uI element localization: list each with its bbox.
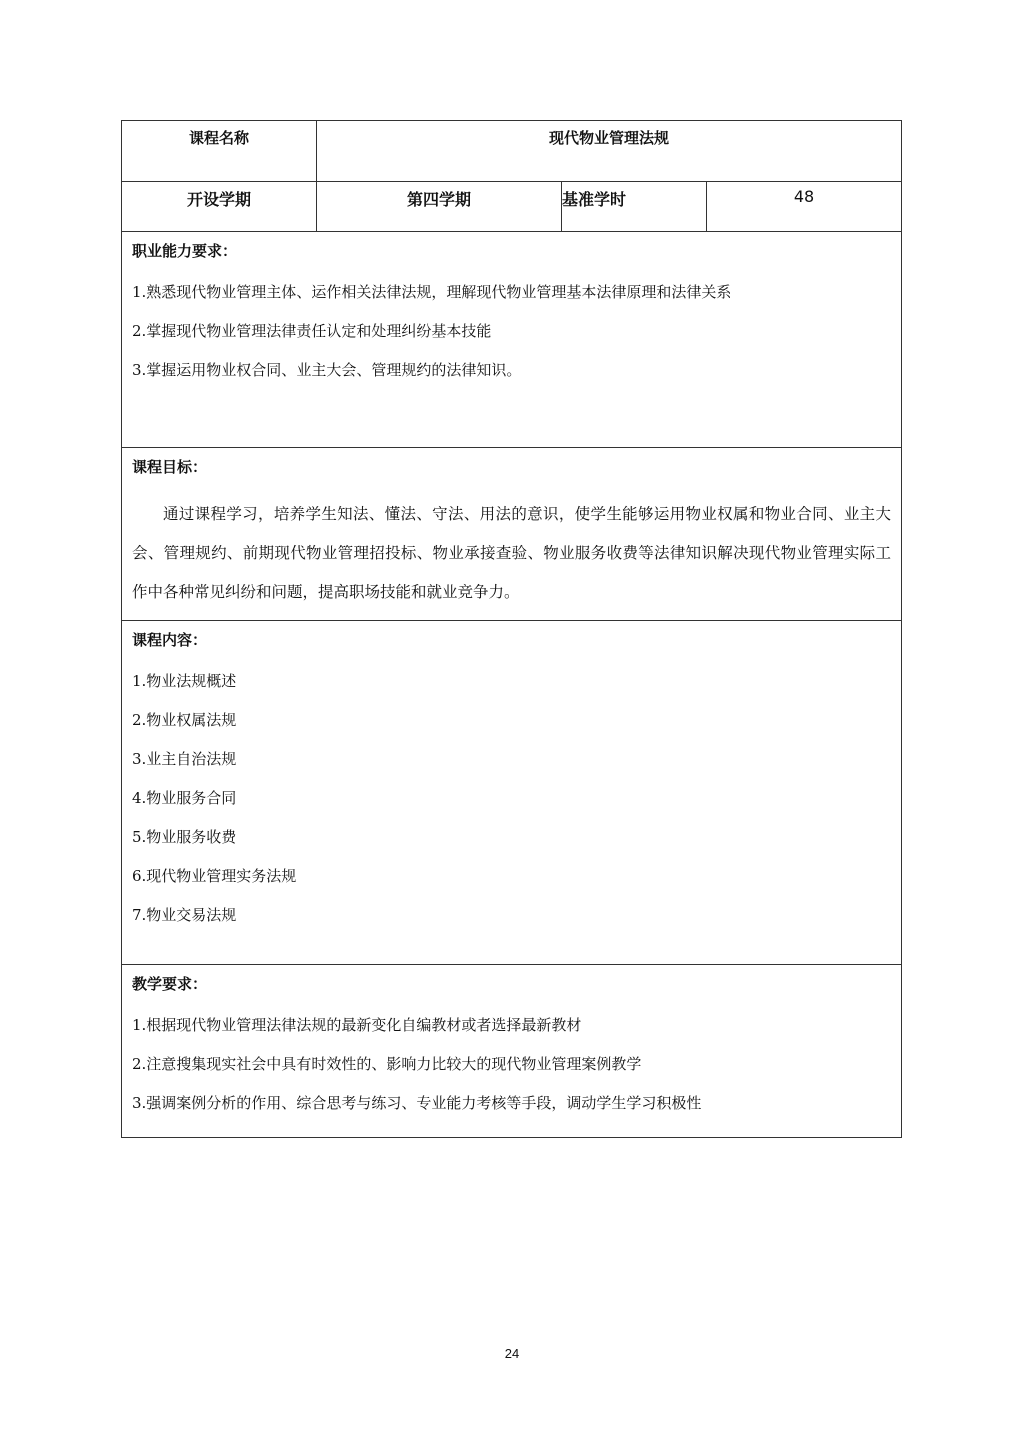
goal-section — [122, 448, 901, 621]
content-item: 4.物业服务合同 — [132, 789, 237, 807]
teaching-item: 3.强调案例分析的作用、综合思考与练习、专业能力考核等手段，调动学生学习积极性 — [132, 1094, 702, 1112]
content-item: 7.物业交易法规 — [132, 906, 237, 924]
content-title: 课程内容： — [132, 631, 208, 649]
semester-label: 开设学期 — [122, 182, 317, 231]
page-number: 24 — [504, 1346, 520, 1361]
course-name-value: 现代物业管理法规 — [548, 129, 669, 147]
goal-text: 通过课程学习，培养学生知法、懂法、守法、用法的意识，使学生能够运用物业权属和物业合同、业主大会、管理规约、前期现代物业管理招投标、物业承接查验、物业服务收费等法律知识解决现代物业管理实际工作中各种常见纠纷和问题，提高职场技能和就业竞争力。 — [132, 505, 891, 601]
teaching-title: 教学要求： — [132, 975, 208, 993]
ability-item: 3.掌握运用物业权合同、业主大会、管理规约的法律知识。 — [132, 361, 522, 379]
content-section — [122, 621, 901, 965]
ability-title: 职业能力要求： — [132, 242, 238, 260]
teaching-item: 2.注意搜集现实社会中具有时效性的、影响力比较大的现代物业管理案例教学 — [132, 1055, 642, 1073]
hours-value: 48 — [793, 187, 815, 206]
content-item: 6.现代物业管理实务法规 — [132, 867, 297, 885]
content-item: 2.物业权属法规 — [132, 711, 237, 729]
content-item: 3.业主自治法规 — [132, 750, 237, 768]
teaching-item: 1.根据现代物业管理法律法规的最新变化自编教材或者选择最新教材 — [132, 1016, 582, 1034]
hours-label: 基准学时 — [562, 182, 707, 231]
teaching-section — [122, 965, 901, 1137]
content-item: 5.物业服务收费 — [132, 828, 237, 846]
semester-value: 第四学期 — [317, 182, 562, 231]
ability-item: 1.熟悉现代物业管理主体、运作相关法律法规，理解现代物业管理基本法律原理和法律关系 — [132, 283, 732, 301]
course-table — [121, 120, 902, 1138]
course-name-row — [122, 121, 901, 182]
ability-section — [122, 232, 901, 448]
ability-item: 2.掌握现代物业管理法律责任认定和处理纠纷基本技能 — [132, 322, 492, 340]
goal-title: 课程目标： — [132, 458, 208, 476]
semester-row — [122, 182, 901, 232]
course-name-label: 课程名称 — [122, 121, 317, 181]
content-item: 1.物业法规概述 — [132, 672, 237, 690]
